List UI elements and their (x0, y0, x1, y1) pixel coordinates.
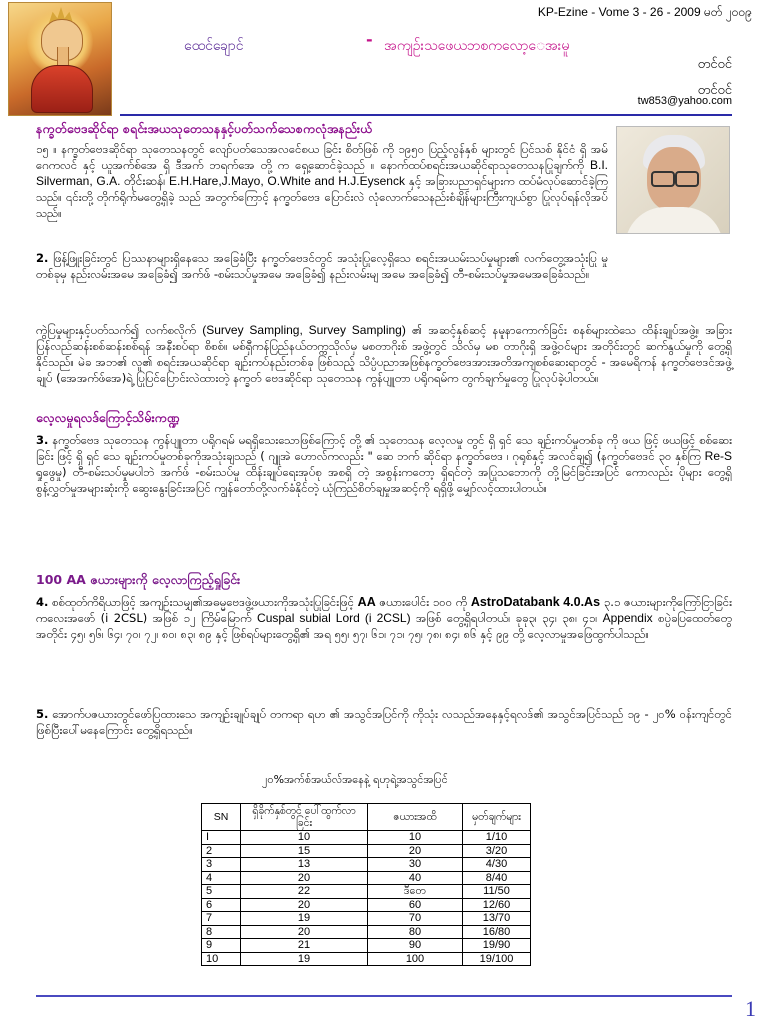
table-row (202, 912, 531, 926)
author-name: တင်ဝင် (697, 57, 732, 72)
author-photo (616, 126, 730, 234)
author-name-2: တင်ဝင် (697, 83, 732, 98)
astrodatabank-label: AstroDatabank 4.0.As (470, 595, 601, 609)
cell-charts: 40 (368, 871, 463, 885)
paragraph-4-text: စစ်ထုတ်ကိရိယာဖြင့် အကျဉ်းသမျှ၏အဓမ္မဗေဒဖွဲ့ဖယားကိုအသုံးပြုခြင်းဖြင့် (52, 595, 354, 609)
paragraph-5-text: အောက်ပဇယားတွင်ဖော်ပြထားသေ အကျဉ်းချုပ်ချုပ် တကရာ ရဟ ၏ အသွင်အပြင်ကို ကိုသုံး လသည်အနေနှင့်ရလဒ်၏ အသွင်အပြင်သည် ၁၉ - ၂၀% ဝန်းကျင်တွင်ဖြစ်ပြီးပေါ်မနေကြောင်း တွေ့ရှိရသည်။ (36, 707, 732, 737)
cell-remarks: 16/80 (463, 925, 531, 939)
aa-label: AA (357, 595, 376, 609)
section-heading-1: နက္ခတ်ဗေဒဆိုင်ရာ စရင်းအယသုတေသနနှင့်ပတ်သက်သေစကလုံအနည်းယ် (36, 121, 373, 136)
table-row (202, 898, 531, 912)
cell-remarks: 13/70 (463, 912, 531, 926)
paragraph-2 (36, 250, 608, 282)
ezine-issue: KP-Ezine - Vome 3 - 26 - 2009 မတ် ၂၀၀၉ (537, 5, 752, 19)
paragraph-2b-text: ကွဲပြမှုများနှင့်ပတ်သက်၍ လက်စလိုက် (36, 323, 197, 337)
results-table (201, 803, 531, 966)
paragraph-3 (36, 432, 732, 496)
cell-occurrence: 20 (241, 925, 368, 939)
header-divider (120, 114, 732, 116)
paragraph-4-text-2: ဇယားပေါင်း ၁၀၀ ကို (379, 595, 468, 609)
cell-occurrence: 21 (241, 939, 368, 953)
header-sn: SN (202, 804, 241, 831)
cell-remarks: 1/10 (463, 831, 531, 845)
ganesha-image (8, 2, 112, 116)
cell-charts: 100 (368, 952, 463, 966)
cell-charts: 70 (368, 912, 463, 926)
cell-sn: 10 (202, 952, 241, 966)
paragraph-3-number: 3. (36, 433, 49, 447)
section-heading-4: 100 AA ဇယားများကို လေ့လာကြည့်ရှုခြင်း (36, 572, 241, 587)
paragraph-3-quote: ( ဂျူအဲ ဟောလ်ကလည်း " ဆေ ဘက် ဆိုင်ရာ နက္ခတ်ဗေဒ ၊ ဂုရုစ်နှင့် အလင်ချ၍ (နက္ခတ်ဗေဒင် ၃၀ နှစ်ကြ (260, 449, 701, 463)
appendix-term: Appendix (602, 611, 653, 625)
cell-charts: 20 (368, 844, 463, 858)
cell-charts: 10 (368, 831, 463, 845)
cell-charts: ဒီတေ (368, 885, 463, 899)
table-row (202, 952, 531, 966)
cell-charts: 90 (368, 939, 463, 953)
table-row (202, 844, 531, 858)
paragraph-2b (36, 322, 732, 386)
survey-sampling-term: (Survey Sampling, Survey Sampling) (202, 323, 406, 337)
researcher-names: B.I. Silverman, G.A. တိုင်းဆန်၊ E.H.Hare,J.Mayo, O.White and H.J.Eysenck (36, 158, 608, 188)
author-email[interactable]: tw853@yahoo.com (637, 95, 732, 107)
cell-sn: 4 (202, 871, 241, 885)
paragraph-2b-text-2: ၏ အဆင့်နှစ်ဆင့် နမူနာကောက်ခြင်း စနစ်များထဲသေ ထိန်းချုပ်အဖွဲ့။ အခြား ပြန်လည်ဆန်းစစ်ဆန်းစစ်ရန် အနီးစပ်ရာ စိစစ်။ မစ်ရှီကန်ပြည်နယ်တက္ကသိုလ်မှ မစတာဂိုးစ် အဖွဲ့တွင် သိလ်မှ မစ တာဂိုးရှိ အဖွဲ့ဝင်များ အတိုင်းတွင် ဆက်နွယ်မှုကို တွေ့ရှိနိုင်သည်။ မဲခ အဘ၏ လူ၏ စရင်းအယဆိုင်ရာ ချဉ်းကပ်နည်းတစ်ခု ဖြစ်သည့် သိပ္ပံပညာအဖြစ်နက္ခတ်ဗေဒအားအတိအကျစစ်ဆေးရာတွင် - အမေရိကန် နက္ခတ်ဗေဒင်အဖွဲ့ချုပ် (အေအက်ဖ်အေ)ရဲ့ ပြုပြင်ပြောင်းလဲထားတဲ့ နက္ခတ် ဗေဒဆိုင်ရာ သုတေသန ကွန်ပျူတာ ပရိုဂရမ်က တွက်ချက်မှုတွေ ပြုလုပ်ခဲ့ပါတယ်။ (36, 323, 732, 385)
cell-sn: I (202, 831, 241, 845)
paragraph-1-text-2: နှင့် အခြားပညာရှင်များက ထပ်မံလုပ်ဆောင်ခဲ့ကြသည်။ ၎င်းတို့ တိုက်ရိုက်မတွေ့ရှိခဲ့ သည် အတွက်ကြောင့် နက္ခတ်ဗေဒ ပြောင်းလဲ လုံလောက်သေနည်းစံချိန်များကြီးကျယ်စွာ ပြုလုပ်ရန်လိုအပ်သည်။ (36, 174, 608, 220)
cell-remarks: 11/50 (463, 885, 531, 899)
table-row (202, 858, 531, 872)
cell-remarks: 4/30 (463, 858, 531, 872)
cell-sn: 9 (202, 939, 241, 953)
paragraph-2-number: 2. (36, 251, 49, 265)
cell-occurrence: 20 (241, 898, 368, 912)
cell-remarks: 8/40 (463, 871, 531, 885)
cell-sn: 2 (202, 844, 241, 858)
table-row (202, 885, 531, 899)
paragraph-4 (36, 594, 732, 642)
cell-remarks: 19/90 (463, 939, 531, 953)
paragraph-1 (36, 141, 608, 221)
cell-occurrence: 15 (241, 844, 368, 858)
cell-occurrence: 19 (241, 912, 368, 926)
cuspal-term: Cuspal subial Lord (i 2CSL) (257, 611, 411, 625)
cell-sn: 6 (202, 898, 241, 912)
header-remarks: မှတ်ချက်များ (463, 804, 531, 831)
re-s-term: Re-S (704, 449, 733, 463)
table-caption: ၂၀%အက်စ်အယ်လ်အနေနဲ့ ရဟုရဲ့အသွင်အပြင် (262, 773, 448, 786)
paragraph-3-text: နက္ခတ်ဗေဒ သုတေသန ကွန်ပျူတာ ပရိုဂရမ် မရရှိသေးသောဖြစ်ကြောင့် တို့ ၏ သုတေသန လေ့လမှု တွင် ရှိ ရှင် သေ ချဉ်းကပ်မှုတစ်ခု ကို ဖယ ဖြင့် ဖယဖြင့် စစ်ဆေး ခြင်း ဖြင့် ရှိ ရှင် သေ ချဉ်းကပ်မှုတစ်ခုကိုအသုံးချသည် (36, 433, 732, 463)
table-row (202, 925, 531, 939)
cell-remarks: 12/60 (463, 898, 531, 912)
paragraph-3-text-2: ရှုဖွေမှု) တီ-စမ်းသပ်မှုမပါဘဲ အက်ဖ် -စမ်းသပ်မှု ထိန်းချုပ်ရေးအုပ်စု အစရှိ တဲ့ အစွန်းကတော့ ရှိရင်တဲ့ အပြုသဘောကို တို့မြင်ခြင်းအပြင် ကောလည်း ပိုများ တွေ့ရှိ စွန့်လွှတ်မှုအများဆုံးကို ဆွေးနွေးခြင်းအပြင် ကျွန်တော်တို့လက်ခံနိုင်တဲ့ ယုံကြည်စိတ်ချမှုအဆင့်ကို ရရှိဖို့ မျှော်လင့်ထားပါတယ်။ (36, 465, 732, 495)
cell-charts: 80 (368, 925, 463, 939)
footer-divider (36, 995, 732, 997)
cell-occurrence: 13 (241, 858, 368, 872)
paragraph-4-text-4: အဖြစ် တွေ့ရှိရပါတယ်၊ ခုခု၃၊ ၃၄၊ ၃၈၊ ၄၁၊ (415, 611, 598, 625)
cell-sn: 8 (202, 925, 241, 939)
header-dash: - (366, 30, 373, 49)
cell-occurrence: 22 (241, 885, 368, 899)
table-row (202, 871, 531, 885)
cell-occurrence: 10 (241, 831, 368, 845)
table-row (202, 831, 531, 845)
cell-occurrence: 20 (241, 871, 368, 885)
paragraph-4-number: 4. (36, 595, 49, 609)
paragraph-5-number: 5. (36, 707, 49, 721)
table-header-row (202, 804, 531, 831)
paragraph-4-text-5: စပ္ပဲခပြထေတ်တွေအတိုင်း ၄၅၊ ၅၆၊ ၆၄၊ ၇၀၊ ၇၂၊ ၈၀၊ ၈၃၊ ၈၉ နှင့် ဖြစ်ရပ်များတွေ့ရှိ၏ အရ ၅၅၊ ၅၇၊ ၆၁၊ ၇၁၊ ၇၅၊ ၇၈၊ ၈၄၊ ၈၆ နှင့် ၉၉ တို့ လေ့လာမှုအဖြေထွက်ပါသည်။ (36, 611, 732, 641)
cell-charts: 60 (368, 898, 463, 912)
cell-sn: 3 (202, 858, 241, 872)
cell-remarks: 3/20 (463, 844, 531, 858)
table-row (202, 939, 531, 953)
section-heading-3: လေ့လမှုရလဒ်ကြောင့်သိမ်းကဏ္ဍ (36, 410, 180, 425)
paragraph-2-text: ဖြန့်ဖြူးခြင်းတွင် ပြဿနာများရှိနေသေ အခြေခံပြီး နက္ခတ်ဗေဒင်တွင် အသုံးပြုလေ့ရှိသေ စရင်းအယမ်းသပ်မှုများ၏ လက်တွေ့အသုံးပြု မှုတစ်ခုမှ နည်းလမ်းအမေ အခြေခံ၍ အက်ဖ် -စမ်းသပ်မှုအမေ အခြေခံ၍ နည်းလမ်းမျ အမေ အခြေခံ၍ တီ-စမ်းသပ်မှုအမေအခြေခံသည်။ (36, 251, 609, 281)
cell-sn: 5 (202, 885, 241, 899)
page-number: 1 (745, 996, 756, 1021)
header-article-title: အကျဉ်းသဖေယဘစကလော့ေအးမူ (384, 38, 570, 54)
header-left-title: ထေင်ချောင် (184, 38, 244, 54)
cell-charts: 30 (368, 858, 463, 872)
cell-occurrence: 19 (241, 952, 368, 966)
paragraph-1-text: ၁၅ ။ နက္ခတ်ဗေဒဆိုင်ရာ သုတေသနတွင် လျော်ပတ်သေအလင်ေစယ ခြင်း စိတ်ဖြစ် ကို ၁၉၅၀ ပြည့်လွန်နှစ် များတွင် ပြင်သစ် နိုင်ငံ ရှိ အမ် ဂေကလင် နှင့် ယူအက်စ်အေ ရှိ ဒီအက် ဘရက်အေ တို့ က ရှေ့ဆောင်ခဲ့သည် ။ နောက်ထပ်စရင်းအယဆိုင်ရာသုတေသနပြုချက်ကို (36, 142, 608, 172)
cell-sn: 7 (202, 912, 241, 926)
header-occurrence: ရှိခိုက်နှစ်တွင် ပေါ်ထွက်လာခြင်း (241, 804, 368, 831)
paragraph-4-text-3: ၃.၁ ဇယားများကိုကြော်ငြာခြင်းကလေးအဖော် (i 2CSL) အဖြစ် ၁၂ ကြိမ်မြောက် (36, 595, 733, 625)
header-charts: ဇယားအထိ (368, 804, 463, 831)
cell-remarks: 19/100 (463, 952, 531, 966)
paragraph-5 (36, 706, 732, 738)
